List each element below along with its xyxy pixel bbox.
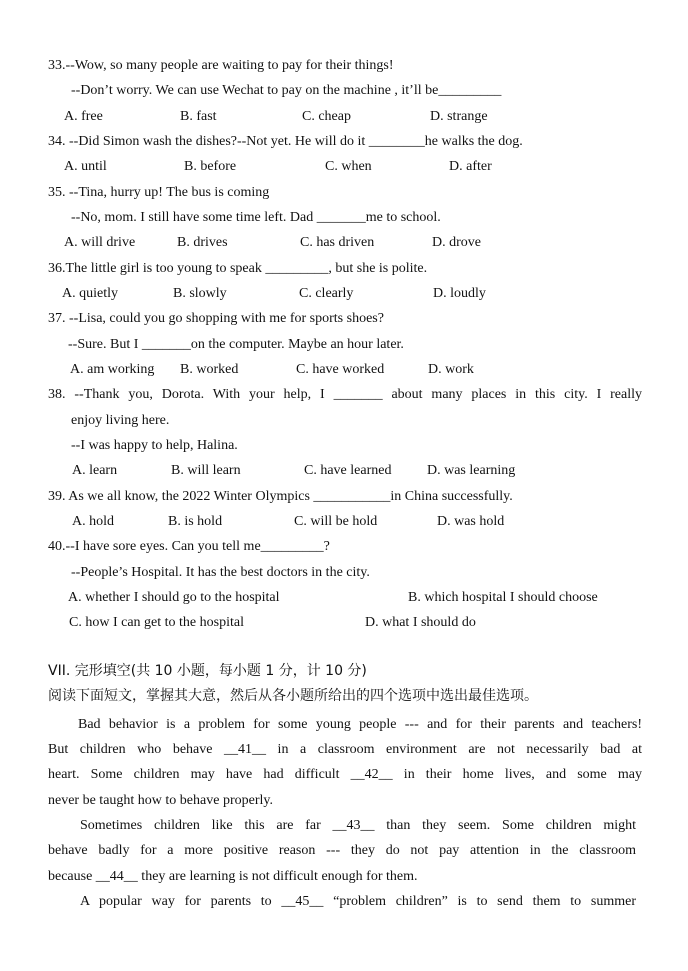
q33-option-d: D. strange [430, 109, 488, 124]
q34-option-b: B. before [184, 159, 237, 174]
q40-option-d: D. what I should do [365, 615, 476, 630]
q37-option-c: C. have worked [296, 362, 385, 377]
q33-option-c: C. cheap [302, 109, 351, 124]
q39-option-b: B. is hold [168, 514, 223, 529]
q39-option-d: D. was hold [437, 514, 505, 529]
q35-option-b: B. drives [177, 235, 228, 250]
q34-option-d: D. after [449, 159, 492, 174]
section-heading: VII. 完形填空(共 10 小题，每小题 1 分，计 10 分) [48, 663, 367, 679]
q38-option-a: A. learn [72, 463, 118, 478]
passage-line-1: Bad behavior is a problem for some young people --- and for their parents and teachers! [78, 717, 642, 732]
passage-line-8: A popular way for parents to __45__ “problem children” is to send them to summer [80, 894, 636, 909]
passage-line-7: because __44__ they are learning is not difficult enough for them. [48, 869, 418, 884]
q38-line-3: --I was happy to help, Halina. [71, 438, 238, 453]
q39-option-a: A. hold [72, 514, 114, 529]
q33-line-1: 33.--Wow, so many people are waiting to pay for their things! [48, 58, 394, 73]
q35-line-2: --No, mom. I still have some time left. Dad _______me to school. [71, 210, 441, 225]
q40-option-a: A. whether I should go to the hospital [68, 590, 280, 605]
passage-line-2: But children who behave __41__ in a classroom environment are not necessarily bad at [48, 742, 642, 757]
q36-option-a: A. quietly [62, 286, 118, 301]
q36-line-1: 36.The little girl is too young to speak _________, but she is polite. [48, 261, 428, 276]
passage-line-5: Sometimes children like this are far __43__ than they seem. Some children might [80, 818, 636, 833]
q36-option-b: B. slowly [173, 286, 227, 301]
q40-line-1: 40.--I have sore eyes. Can you tell me_________? [48, 539, 330, 554]
q38-line-2: enjoy living here. [71, 413, 170, 428]
q37-option-a: A. am working [70, 362, 155, 377]
q33-line-2: --Don’t worry. We can use Wechat to pay on the machine , it’ll be_________ [71, 83, 502, 98]
q35-option-a: A. will drive [64, 235, 136, 250]
q37-option-b: B. worked [180, 362, 239, 377]
passage-line-4: never be taught how to behave properly. [48, 793, 273, 808]
q36-option-d: D. loudly [433, 286, 486, 301]
q37-line-2: --Sure. But I _______on the computer. Maybe an hour later. [68, 337, 404, 352]
q33-option-a: A. free [64, 109, 103, 124]
q33-option-b: B. fast [180, 109, 217, 124]
q35-option-d: D. drove [432, 235, 481, 250]
passage-line-6: behave badly for a more positive reason --- they do not pay attention in the classroom [48, 843, 636, 858]
q35-option-c: C. has driven [300, 235, 375, 250]
q38-option-c: C. have learned [304, 463, 392, 478]
q40-line-2: --People’s Hospital. It has the best doctors in the city. [71, 565, 370, 580]
q38-option-d: D. was learning [427, 463, 516, 478]
q37-option-d: D. work [428, 362, 474, 377]
section-instruction: 阅读下面短文，掌握其大意，然后从各小题所给出的四个选项中选出最佳选项。 [48, 688, 538, 704]
q40-option-c: C. how I can get to the hospital [69, 615, 244, 630]
q38-option-b: B. will learn [171, 463, 241, 478]
q38-line-1: 38. --Thank you, Dorota. With your help, I _______ about many places in this city. I really [48, 387, 642, 402]
q39-line-1: 39. As we all know, the 2022 Winter Olympics ___________in China successfully. [48, 489, 513, 504]
q37-line-1: 37. --Lisa, could you go shopping with me for sports shoes? [48, 311, 384, 326]
q34-option-a: A. until [64, 159, 107, 174]
q40-option-b: B. which hospital I should choose [408, 590, 598, 605]
passage-line-3: heart. Some children may have had difficult __42__ in their home lives, and some may [48, 767, 642, 782]
q34-line-1: 34. --Did Simon wash the dishes?--Not yet. He will do it ________he walks the dog. [48, 134, 523, 149]
q39-option-c: C. will be hold [294, 514, 378, 529]
q34-option-c: C. when [325, 159, 372, 174]
q36-option-c: C. clearly [299, 286, 354, 301]
q35-line-1: 35. --Tina, hurry up! The bus is coming [48, 185, 270, 200]
